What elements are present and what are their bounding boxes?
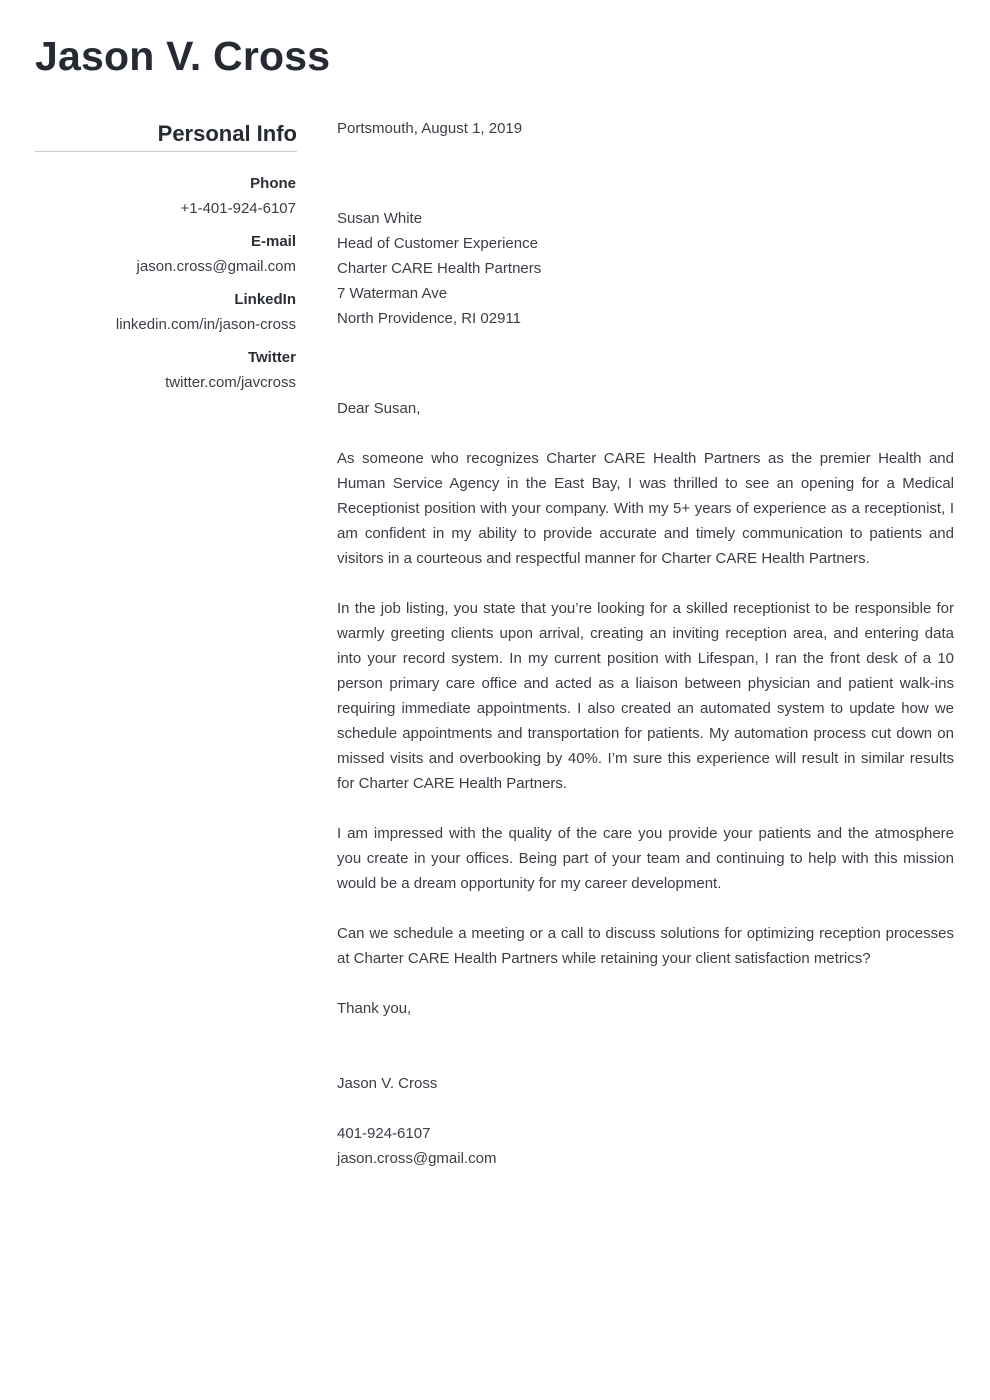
phone-label: Phone	[250, 175, 296, 192]
phone-info	[35, 171, 296, 221]
cover-letter-body	[337, 116, 954, 1171]
linkedin-info	[35, 287, 296, 337]
phone-value: +1-401-924-6107	[180, 200, 296, 217]
email-label: E-mail	[250, 233, 296, 250]
recipient-city: North Providence, RI 02911	[337, 310, 521, 327]
twitter-value: twitter.com/javcross	[165, 374, 296, 391]
paragraph-call-to-action: Can we schedule a meeting or a call to discuss solutions for optimizing reception processes at Charter CARE Health Partners while retaining your client satisfaction metrics?	[337, 925, 954, 967]
twitter-info	[35, 345, 296, 395]
paragraph-motivation: I am impressed with the quality of the care you provide your patients and the atmosphere you create in your offices. Being part of your team and continuing to help with this mission would be a dream opportunity for my career development.	[337, 825, 954, 892]
closing: Thank you,	[337, 1000, 412, 1017]
twitter-label: Twitter	[247, 349, 296, 366]
paragraph-intro: As someone who recognizes Charter CARE Health Partners as the premier Health and Human Service Agency in the East Bay, I was thrilled to see an opening for a Medical Receptionist position with your company. With my 5+ years of experience as a receptionist, I am confident in my ability to provide accurate and timely communication to patients and visitors in a courteous and respectful manner for Charter CARE Health Partners.	[337, 450, 954, 567]
recipient-name: Susan White	[337, 210, 423, 227]
recipient-title: Head of Customer Experience	[337, 235, 538, 252]
signature-phone: 401-924-6107	[337, 1125, 431, 1142]
paragraph-experience: In the job listing, you state that you’re looking for a skilled receptionist to be responsible for warmly greeting clients upon arrival, creating an inviting reception area, and entering data into your record system. In my current position with Lifespan, I ran the front desk of a 10 person primary care office and acted as a liaison between physician and patient walk-ins requiring immediate appointments. I also created an automated system to update how we schedule appointments and transportation for patients. My automation process cut down on missed visits and overbooking by 40%. I’m sure this experience will result in similar results for Charter CARE Health Partners.	[337, 600, 954, 792]
letter-date: Portsmouth, August 1, 2019	[337, 120, 523, 137]
recipient-company: Charter CARE Health Partners	[337, 260, 542, 277]
email-value: jason.cross@gmail.com	[136, 258, 296, 275]
linkedin-label: LinkedIn	[234, 291, 296, 308]
salutation: Dear Susan,	[337, 400, 421, 417]
linkedin-value: linkedin.com/in/jason-cross	[115, 316, 296, 333]
applicant-name: Jason V. Cross	[35, 33, 331, 79]
recipient-street: 7 Waterman Ave	[337, 285, 448, 302]
signature-email: jason.cross@gmail.com	[337, 1150, 497, 1167]
recipient-address	[337, 206, 954, 331]
personal-info-heading: Personal Info	[35, 118, 297, 152]
email-info	[35, 229, 296, 279]
signature-name: Jason V. Cross	[337, 1075, 438, 1092]
personal-info-sidebar	[35, 118, 296, 395]
